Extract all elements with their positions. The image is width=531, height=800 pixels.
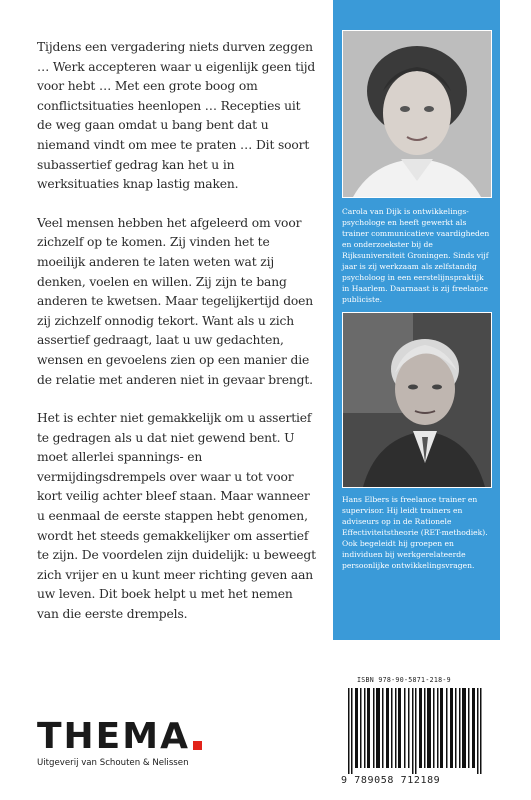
isbn-label: ISBN 978-90-5871-218-9 <box>357 676 451 684</box>
portrait-woman-image <box>343 31 491 197</box>
author-photo-carola <box>342 30 492 198</box>
publisher-name: THEMA <box>37 716 190 757</box>
paragraph-1: Tijdens een vergadering niets durven zeggen … Werk accepteren waar u eigenlijk geen tijd voor hebt … Met een grote boog om conflictsituaties heenlopen … Recepties uit de weg gaan omdat u bang bent dat u niemand vindt om mee te praten … Dit soort subassertief gedrag kan het u in werksituaties knap lastig maken. <box>37 40 316 192</box>
author-photo-hans <box>342 312 492 488</box>
author-bio-hans: Hans Elbers is freelance trainer en supervisor. Hij leidt trainers en adviseurs op in de Rationele Effectiviteitstheorie (RET-methodiek). Ook begeleidt hij groepen en individuen bij werkgerelateerde persoonlijke ontwikkelingsvragen. <box>342 495 488 570</box>
logo-dot-icon <box>193 741 202 750</box>
paragraph-2: Veel mensen hebben het afgeleerd om voor zichzelf op te komen. Zij vinden het te moeilijk anderen te laten weten wat zij denken, voelen en willen. Zij zijn te bang anderen te kwetsen. Maar tegelijkertijd doen zij zichzelf onnodig tekort. Want als u zich assertief gedraagt, laat u uw gedachten, wensen en gevoelens zien op een manier die de relatie met anderen niet in gevaar brengt. <box>37 215 314 387</box>
publisher-subtitle: Uitgeverij van Schouten & Nelissen <box>37 758 189 768</box>
portrait-man-image <box>343 313 491 487</box>
author-panel <box>333 0 500 640</box>
back-cover-text <box>37 38 317 644</box>
paragraph-3: Het is echter niet gemakkelijk om u assertief te gedragen als u dat niet gewend bent. U moet allerlei spannings- en vermijdingsdrempels over waar u tot voor kort veilig achter bleef staan. Maar wanneer u eenmaal de eerste stappen hebt genomen, wordt het steeds gemakkelijker om assertief te zijn. De voordelen zijn duidelijk: u beweegt zich vrijer en u kunt meer richting geven aan uw leven. Dit boek helpt u met het nemen van die eerste drempels. <box>37 411 316 622</box>
barcode-image <box>340 688 492 774</box>
publisher-logo <box>37 718 202 768</box>
barcode-digits: 9 789058 712189 <box>341 775 441 786</box>
author-bio-carola: Carola van Dijk is ontwikkelings-psychologe en heeft gewerkt als trainer communicatieve vaardigheden en onderzoekster bij de Rijksuniversiteit Groningen. Sinds vijf jaar is zij werkzaam als zelfstandig psycholoog in een eerstelijnspraktijk in Haarlem. Daarnaast is zij freelance publiciste. <box>342 207 490 304</box>
